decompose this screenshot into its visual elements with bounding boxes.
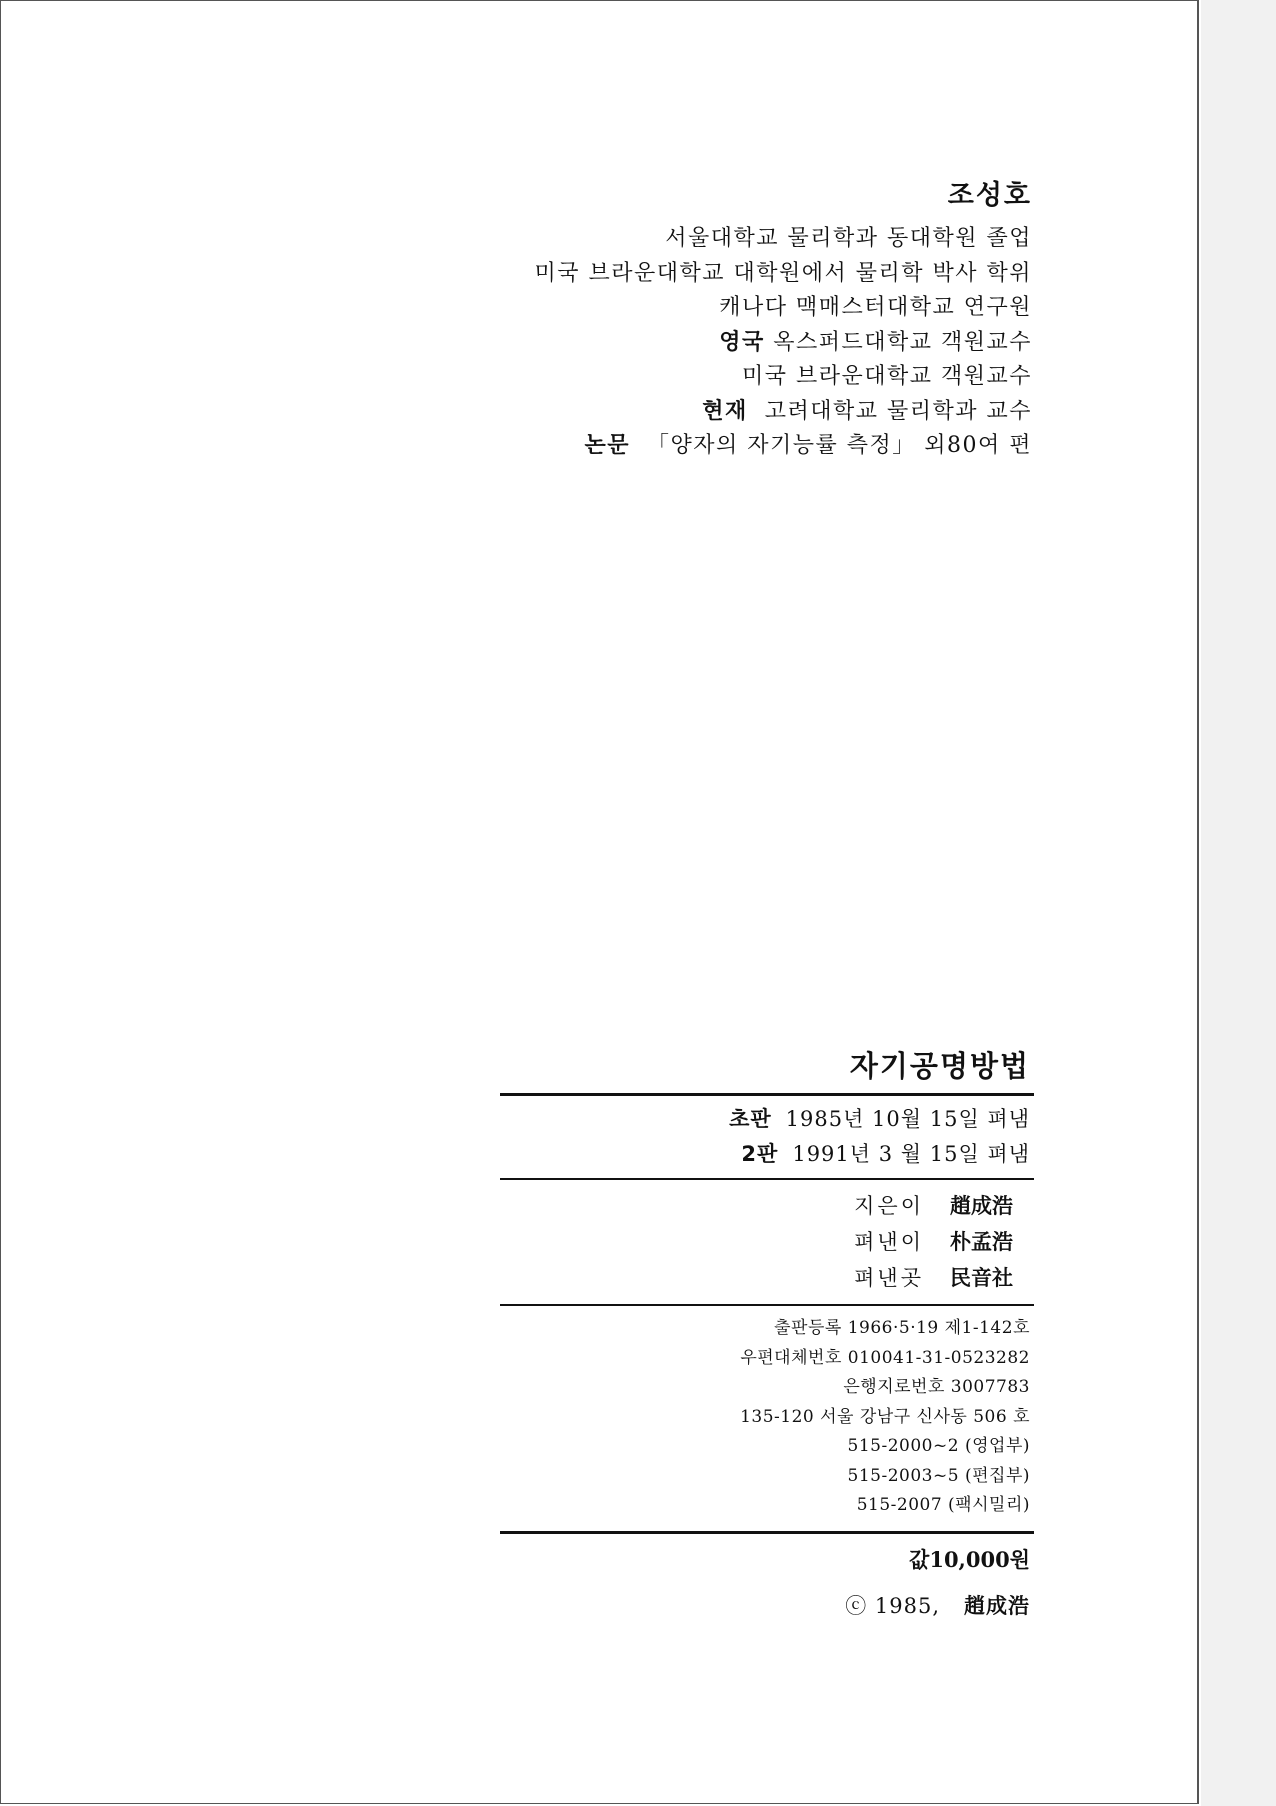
credit-line (500, 1260, 1030, 1296)
publisher-line: 515-2007 (팩시밀리) (856, 1495, 1030, 1515)
copyright (500, 1590, 1034, 1620)
bio-text: 서울대학교 물리학과 동대학원 졸업 (665, 226, 1032, 251)
publisher-info (500, 1306, 1034, 1531)
editions (500, 1096, 1034, 1178)
credit-value: 趙成浩 (950, 1193, 1013, 1218)
credit-value: 民音社 (950, 1265, 1013, 1290)
edition-label: 초판 (729, 1107, 772, 1131)
book-title: 자기공명방법 (849, 1049, 1030, 1083)
bio-lead: 논문 (584, 433, 630, 458)
credit-line (500, 1188, 1030, 1224)
edition-label: 2판 (741, 1142, 779, 1166)
publisher-line: 우편대체번호 010041-31-0523282 (740, 1347, 1030, 1368)
copyright-holder: 趙成浩 (964, 1592, 1030, 1618)
bio-line (534, 360, 1032, 395)
publisher-line: 515-2003~5 (편집부) (847, 1465, 1030, 1486)
bio-line (534, 326, 1032, 361)
bio-line (534, 257, 1032, 292)
author-name: 조성호 (947, 180, 1032, 211)
price: 값10,000원 (909, 1546, 1030, 1572)
credits (500, 1180, 1034, 1304)
credit-label: 펴낸곳 (854, 1266, 924, 1290)
edition-line (500, 1102, 1030, 1137)
bio-text: 「양자의 자기능률 측정」 외80여 편 (647, 433, 1032, 458)
bio-lead: 영국 (719, 329, 765, 355)
bio-line (534, 222, 1032, 257)
bio-text: 미국 브라운대학교 객원교수 (741, 364, 1032, 389)
bio-text: 캐나다 맥매스터대학교 연구원 (719, 295, 1032, 320)
bio-text: 고려대학교 물리학과 교수 (764, 398, 1032, 424)
copyright-text: ⓒ 1985, (845, 1593, 940, 1618)
bio-text: 옥스퍼드대학교 객원교수 (773, 329, 1032, 355)
edition-line (500, 1137, 1030, 1172)
bio-text: 미국 브라운대학교 대학원에서 물리학 박사 학위 (534, 260, 1032, 286)
edition-text: 1991년 3 월 15일 펴냄 (792, 1142, 1030, 1166)
bio-line (534, 291, 1032, 326)
bio-line (534, 429, 1032, 464)
author-block (534, 173, 1032, 464)
publisher-line: 출판등록 1966·5·19 제1-142호 (774, 1318, 1030, 1338)
credit-value: 朴孟浩 (950, 1229, 1013, 1254)
divider (500, 1531, 1034, 1534)
credit-line (500, 1224, 1030, 1260)
credit-label: 펴낸이 (854, 1230, 924, 1254)
colophon (500, 1044, 1034, 1620)
bio-lead: 현재 (702, 398, 748, 424)
credit-label: 지은이 (854, 1194, 924, 1218)
publisher-line: 515-2000~2 (영업부) (847, 1436, 1030, 1456)
edition-text: 1985년 10월 15일 펴냄 (785, 1107, 1030, 1131)
publisher-line: 135-120 서울 강남구 신사동 506 호 (740, 1406, 1030, 1427)
viewer-gutter (1201, 0, 1276, 1806)
publisher-line: 은행지로번호 3007783 (843, 1377, 1030, 1397)
bio-line (534, 395, 1032, 430)
